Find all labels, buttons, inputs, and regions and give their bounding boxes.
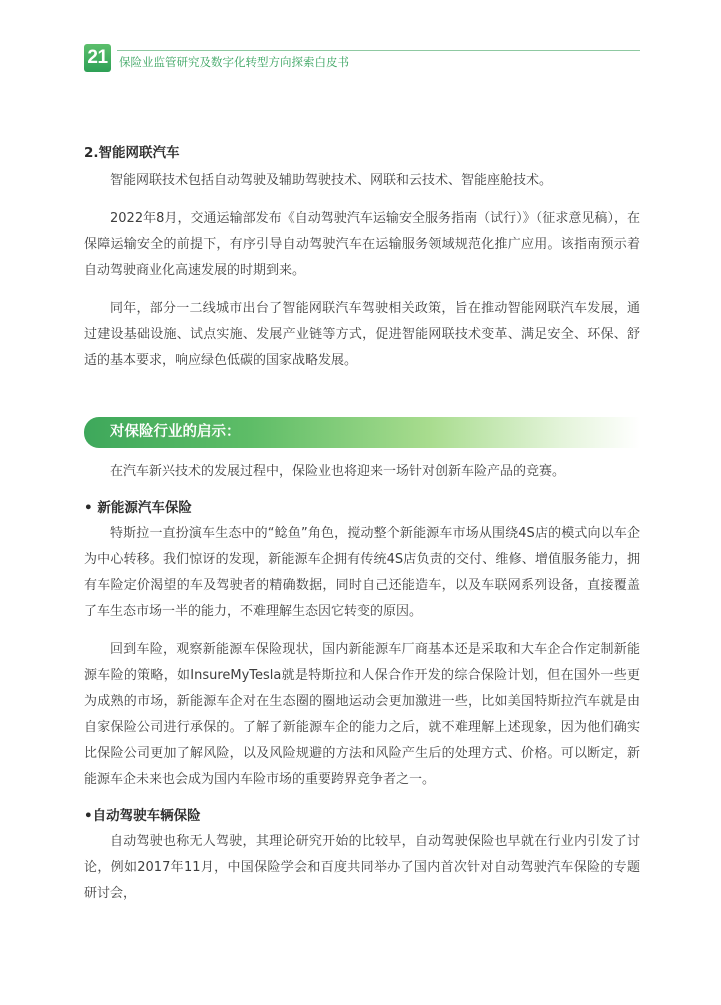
- insurance-insight-section: [84, 459, 640, 907]
- banner-label: 对保险行业的启示：: [110, 424, 241, 440]
- paragraph: 智能网联技术包括自动驾驶及辅助驾驶技术、网联和云技术、智能座舱技术。: [110, 173, 553, 188]
- header-divider: [117, 50, 640, 51]
- paragraph: 自动驾驶也称无人驾驶，其理论研究开始的比较早，自动驾驶保险也早就在行业内引发了讨论，例如2017年11月，中国保险学会和百度共同举办了国内首次针对自动驾驶汽车保险的专题研讨会，: [84, 834, 640, 901]
- document-title: 保险业监管研究及数字化转型方向探索白皮书: [119, 55, 349, 69]
- paragraph: 2022年8月，交通运输部发布《自动驾驶汽车运输安全服务指南（试行）》（征求意见稿），在保障运输安全的前提下，有序引导自动驾驶汽车在运输服务领域规范化推广应用。该指南预示着自动驾驶商业化高速发展的时期到来。: [84, 211, 640, 278]
- autonomous-insurance-heading: •自动驾驶车辆保险: [84, 808, 201, 824]
- page-number-badge: 21: [84, 44, 111, 72]
- paragraph: 同年，部分一二线城市出台了智能网联汽车驾驶相关政策，旨在推动智能网联汽车发展，通过建设基础设施、试点实施、发展产业链等方式，促进智能网联技术变革、满足安全、环保、舒适的基本要求，响应绿色低碳的国家战略发展。: [84, 301, 640, 368]
- section-intelligent-connected-vehicles: [84, 142, 640, 374]
- intro-paragraph: 在汽车新兴技术的发展过程中，保险业也将迎来一场针对创新车险产品的竞赛。: [110, 464, 566, 479]
- section-heading: 2.智能网联汽车: [84, 145, 180, 161]
- insurance-insight-banner: [84, 417, 640, 448]
- paragraph: 特斯拉一直扮演车生态中的“鲶鱼”角色，搅动整个新能源车市场从围绕4S店的模式向以车企为中心转移。我们惊讶的发现，新能源车企拥有传统4S店负责的交付、维修、增值服务能力，拥有车险定价渴望的车及驾驶者的精确数据，同时自己还能造车，以及车联网系列设备，直接覆盖了车生态市场一半的能力，不难理解生态因它转变的原因。: [84, 526, 640, 619]
- page-header: [84, 44, 640, 74]
- paragraph: 回到车险，观察新能源车保险现状，国内新能源车厂商基本还是采取和大车企合作定制新能源车险的策略，如InsureMyTesla就是特斯拉和人保合作开发的综合保险计划，但在国外一些更为成熟的市场，新能源车企对在生态圈的圈地运动会更加激进一些，比如美国特斯拉汽车就是由自家保险公司进行承保的。了解了新能源车企的能力之后，就不难理解上述现象，因为他们确实比保险公司更加了解风险，以及风险规避的方法和风险产生后的处理方式、价格。可以断定，新能源车企未来也会成为国内车险市场的重要跨界竞争者之一。: [84, 642, 640, 787]
- ev-insurance-heading: • 新能源汽车保险: [84, 500, 192, 516]
